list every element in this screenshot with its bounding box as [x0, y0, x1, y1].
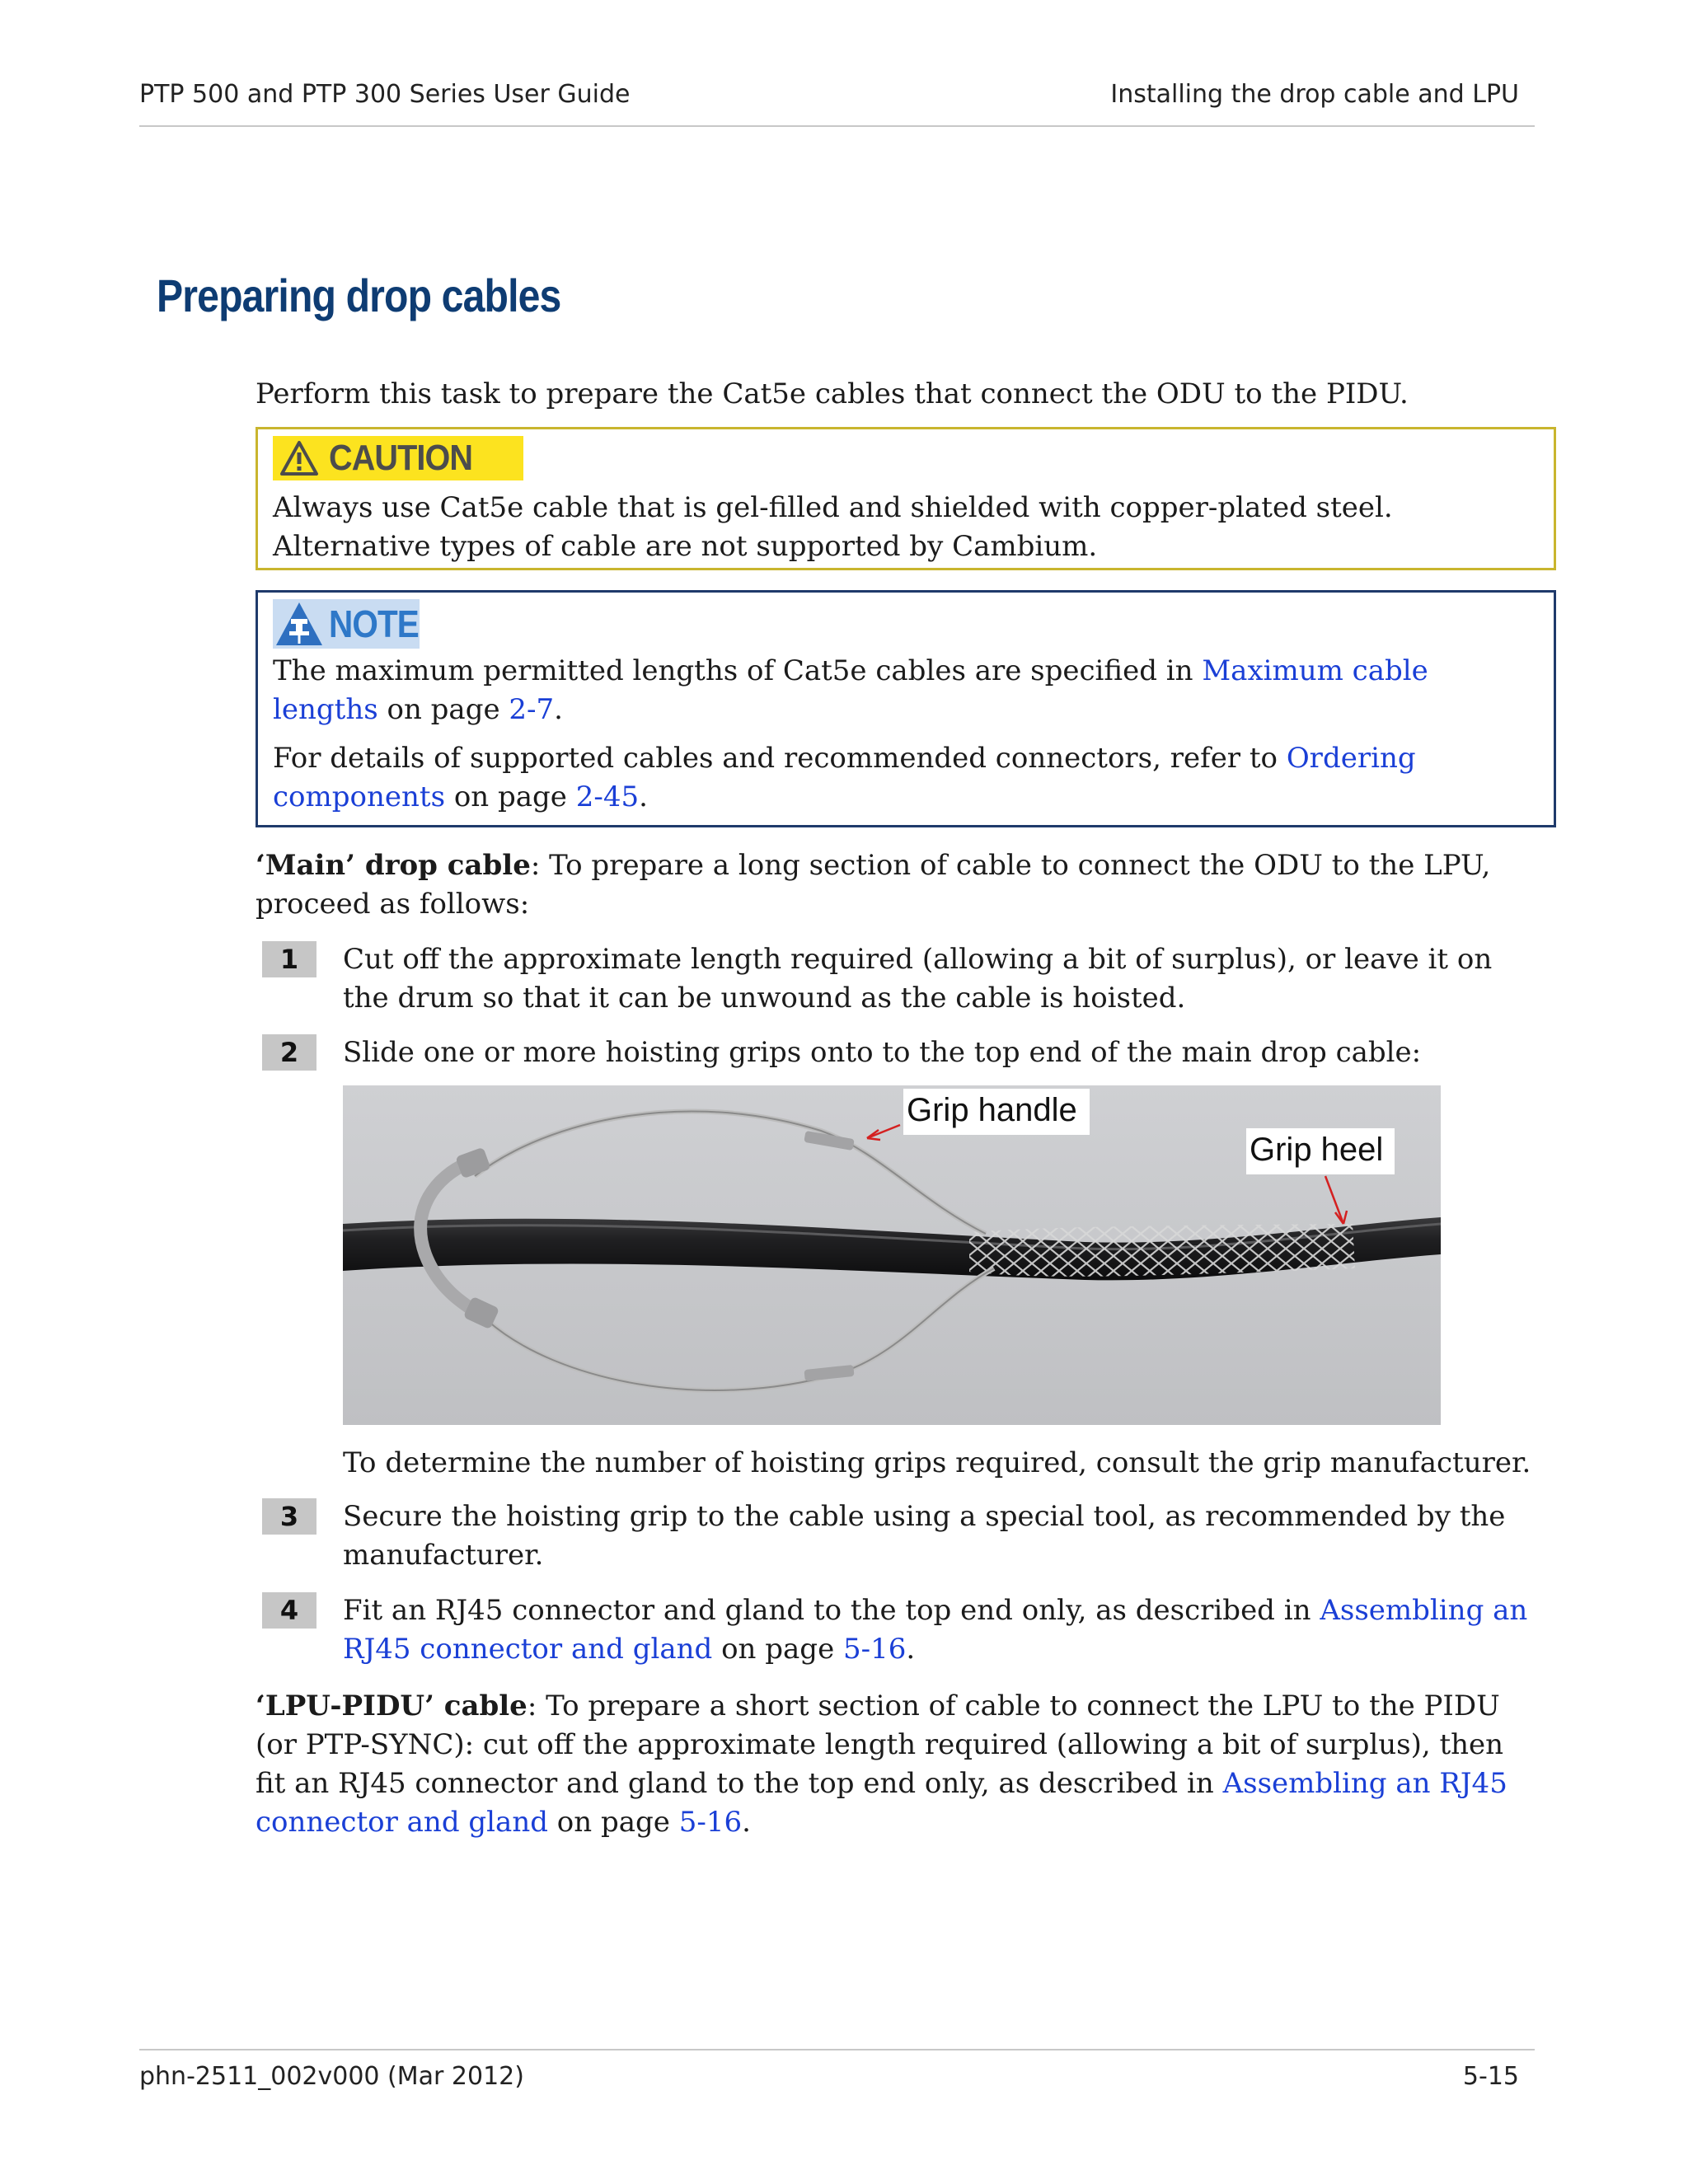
intro-text: Perform this task to prepare the Cat5e cables that connect the ODU to the PIDU.: [256, 377, 1409, 410]
link-page-5-16-lpu[interactable]: 5-16: [678, 1806, 743, 1839]
note-badge: [273, 599, 420, 649]
caution-badge: [273, 436, 523, 480]
link-page-2-7[interactable]: 2-7: [509, 693, 555, 726]
step-text-1: Cut off the approximate length required (allowing a bit of surplus), or leave it on the drum so that it can be unwound as the cable is hoisted.: [343, 943, 1493, 1015]
caution-text: Always use Cat5e cable that is gel-filled and shielded with copper-plated steel. Alternative types of cable are not supported by Cambium.: [273, 491, 1393, 563]
footer-doc-id: phn-2511_002v000 (Mar 2012): [139, 2062, 524, 2091]
footer-rule: [139, 2049, 1535, 2050]
lpu-pidu-heading: ‘LPU-PIDU’ cable: [256, 1690, 528, 1722]
page-title: Preparing drop cables: [157, 269, 561, 321]
link-maximum-cable-lengths[interactable]: Maximum cable lengths: [273, 654, 1428, 726]
header-section-title: Installing the drop cable and LPU: [1110, 80, 1519, 109]
step-number-2: 2: [262, 1034, 316, 1071]
warning-triangle-icon: [279, 440, 319, 476]
main-drop-heading: ‘Main’ drop cable: [256, 849, 531, 882]
caution-box: [256, 427, 1556, 570]
step-number-1: 1: [262, 941, 316, 977]
note-paragraph-1: The maximum permitted lengths of Cat5e cables are specified in Maximum cable lengths on page 2-7.: [273, 654, 1428, 726]
header-rule: [139, 125, 1535, 127]
main-drop-paragraph: ‘Main’ drop cable: To prepare a long section of cable to connect the ODU to the LPU, proceed as follows:: [256, 849, 1491, 921]
link-ordering-components[interactable]: Ordering components: [273, 742, 1416, 813]
lpu-pidu-paragraph: ‘LPU-PIDU’ cable: To prepare a short section of cable to connect the LPU to the PIDU (or PTP-SYNC): cut off the approximate length required (allowing a bit of surplus), then fit an RJ45 connector and gland to the top end only, as described in Assembling an RJ45 connector and gland on page 5-16.: [256, 1690, 1507, 1839]
caution-label: CAUTION: [329, 438, 473, 478]
step-text-4: Fit an RJ45 connector and gland to the top end only, as described in Assembling an RJ45 connector and gland on page 5-16.: [343, 1594, 1528, 1666]
note-box: [256, 590, 1556, 827]
step-text-3: Secure the hoisting grip to the cable using a special tool, as recommended by the manufacturer.: [343, 1500, 1506, 1572]
label-grip-handle: Grip handle: [907, 1092, 1077, 1128]
hoisting-grip-photo: [343, 1085, 1441, 1425]
note-pin-icon: [274, 601, 324, 647]
page-header: [139, 80, 1519, 109]
link-assembling-rj45-step4[interactable]: Assembling an RJ45 connector and gland: [343, 1594, 1528, 1666]
step-number-4: 4: [262, 1592, 316, 1629]
link-assembling-rj45-lpu[interactable]: Assembling an RJ45 connector and gland: [256, 1767, 1507, 1839]
step-number-3: 3: [262, 1498, 316, 1535]
note-paragraph-2: For details of supported cables and recommended connectors, refer to Ordering components on page 2-45.: [273, 742, 1416, 813]
photo-caption: To determine the number of hoisting grips required, consult the grip manufacturer.: [343, 1446, 1531, 1479]
link-page-2-45[interactable]: 2-45: [575, 780, 640, 813]
footer-page-number: 5-15: [1462, 2062, 1519, 2091]
link-page-5-16-step4[interactable]: 5-16: [843, 1633, 907, 1666]
step-text-2: Slide one or more hoisting grips onto to the top end of the main drop cable:: [343, 1036, 1422, 1069]
header-doc-title: PTP 500 and PTP 300 Series User Guide: [139, 80, 631, 109]
label-grip-heel: Grip heel: [1250, 1132, 1384, 1168]
note-label: NOTE: [329, 602, 419, 645]
page-footer: [139, 2062, 1519, 2091]
